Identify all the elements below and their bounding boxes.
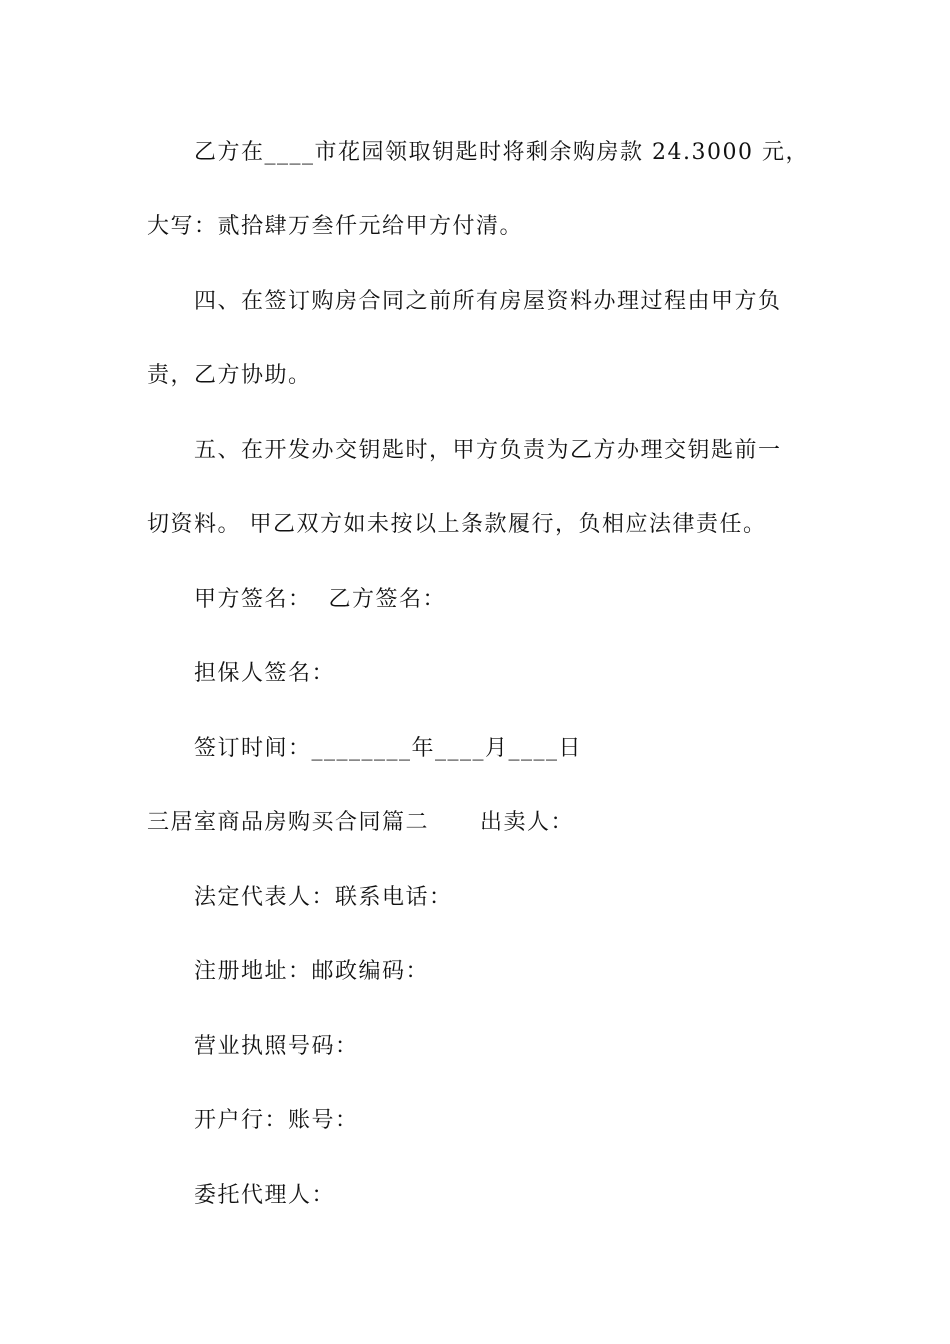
field-registered-address: 注册地址：邮政编码： — [194, 959, 430, 984]
field-authorized-agent: 委托代理人： — [194, 1183, 336, 1208]
signature-guarantor: 担保人签名： — [194, 661, 336, 686]
field-bank-account: 开户行：账号： — [194, 1108, 359, 1133]
field-business-license: 营业执照号码： — [194, 1034, 359, 1059]
paragraph-payment-line-1: 乙方在____市花园领取钥匙时将剩余购房款 24.3000 元， — [194, 140, 809, 165]
field-legal-representative: 法定代表人：联系电话： — [194, 885, 453, 910]
paragraph-payment-line-2: 大写：贰拾肆万叁仟元给甲方付清。 — [147, 214, 524, 239]
signing-date: 签订时间：________年____月____日 — [194, 736, 583, 761]
signature-parties: 甲方签名： 乙方签名： — [194, 587, 446, 612]
clause-five-line-1: 五、在开发办交钥匙时，甲方负责为乙方办理交钥匙前一 — [194, 438, 782, 463]
clause-four-line-1: 四、在签订购房合同之前所有房屋资料办理过程由甲方负 — [194, 289, 782, 314]
clause-five-line-2: 切资料。 甲乙双方如未按以上条款履行，负相应法律责任。 — [147, 512, 767, 537]
section-heading-seller: 三居室商品房购买合同篇二 出卖人： — [147, 810, 574, 835]
clause-four-line-2: 责，乙方协助。 — [147, 363, 312, 388]
